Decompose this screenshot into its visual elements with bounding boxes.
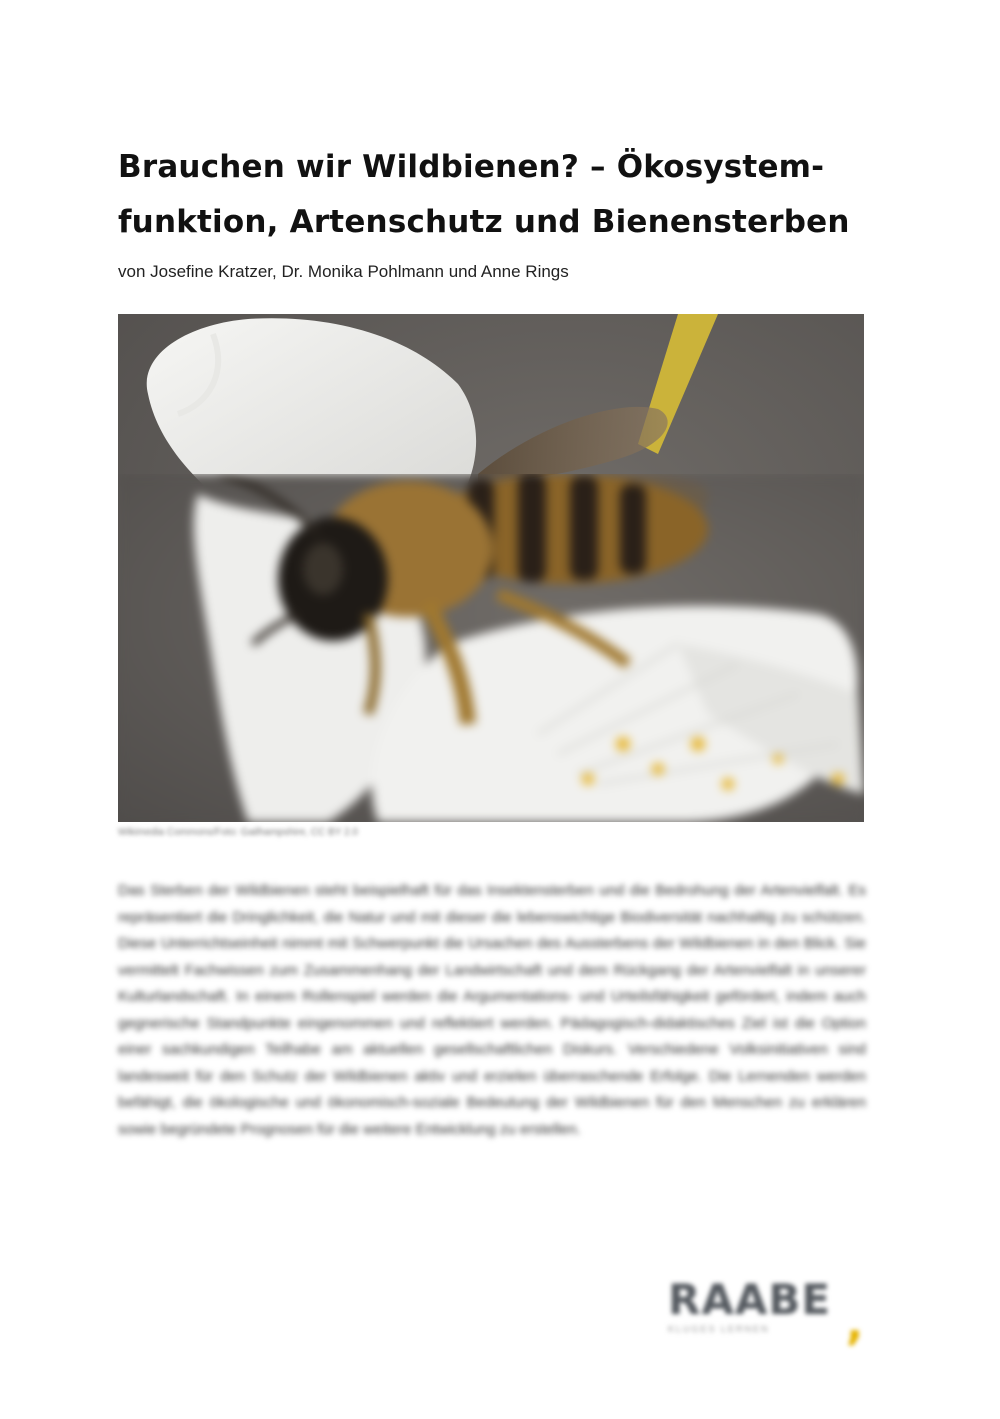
image-caption: Wikimedia Commons/Foto: Gailhampshire, CC BY 2.0 (118, 827, 358, 838)
logo-wordmark: RAABE (668, 1275, 832, 1324)
logo-comma-icon: , (846, 1296, 864, 1350)
bee-photo (118, 314, 864, 822)
authors-line: von Josefine Kratzer, Dr. Monika Pohlmann und Anne Rings (118, 262, 569, 281)
document-title (118, 140, 898, 250)
photo-blurred-svg (118, 474, 864, 822)
title-line-2: funktion, Artenschutz und Bienensterben (118, 204, 850, 240)
logo-tagline: KLUGES LERNEN (668, 1324, 770, 1334)
title-line-1: Brauchen wir Wildbienen? – Ökosystem- (118, 149, 825, 185)
raabe-logo (668, 1275, 878, 1350)
abstract-paragraph: Das Sterben der Wildbienen steht beispielhaft für das Insektensterben und die Bedrohung der Artenvielfalt. Es repräsentiert die Dringlichkeit, die Natur und mit dieser die lebenswichtige Biodiversität nachhaltig zu schützen. Diese Unterrichtseinheit nimmt mit Schwerpunkt die Ursachen des Aussterbens der Wildbienen in den Blick. Sie vermittelt Fachwissen zum Zusammenhang der Landwirtschaft und dem Rückgang der Artenvielfalt in unserer Kulturlandschaft. In einem Rollenspiel werden die Argumentations- und Urteilsfähigkeit gefördert, indem auch gegnerische Standpunkte eingenommen und reflektiert werden. Pädagogisch-didaktisches Ziel ist die Option einer sachkundigen Teilhabe am aktuellen gesellschaftlichen Diskurs. Verschiedene Volksinitiativen sind landesweit für den Schutz der Wildbienen aktiv und erzielen überraschende Erfolge. Die Lernenden werden befähigt, die ökologische und ökonomisch-soziale Bedeutung der Wildbienen für den Menschen zu erklären sowie begründete Prognosen für die weitere Entwicklung zu erstellen. (118, 882, 866, 1138)
photo-blurred-region (118, 474, 864, 822)
